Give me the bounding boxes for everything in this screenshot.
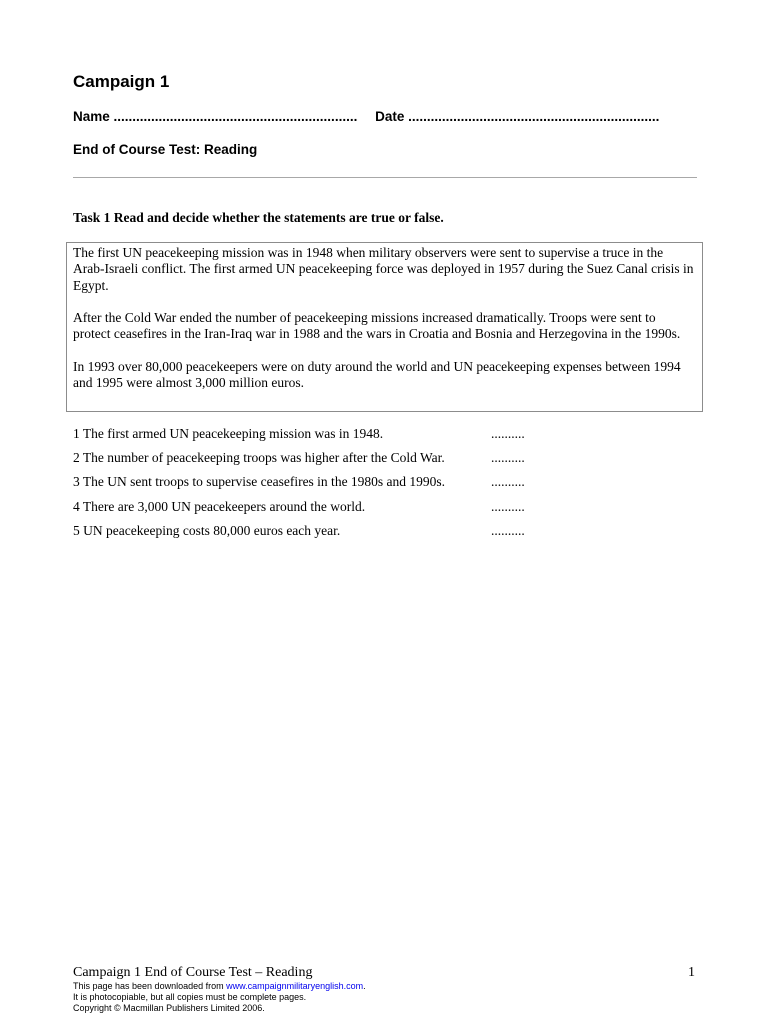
- footer-title: Campaign 1 End of Course Test – Reading: [73, 965, 313, 980]
- answer-blank: ..........: [491, 474, 525, 490]
- passage-paragraph: In 1993 over 80,000 peacekeepers were on duty around the world and UN peacekeeping expenses between 1994 and 1995 were almost 3,000 million euros.: [73, 359, 681, 391]
- statement-row: [73, 426, 543, 450]
- name-field-label: Name .................................................................: [73, 109, 358, 124]
- header-divider: [73, 177, 697, 178]
- document-title: Campaign 1: [73, 72, 170, 91]
- copyright-note: Copyright © Macmillan Publishers Limited 2006.: [73, 1003, 265, 1013]
- page-number: 1: [688, 965, 695, 980]
- photocopy-note: It is photocopiable, but all copies must be complete pages.: [73, 992, 307, 1002]
- statement-row: [73, 474, 543, 498]
- download-suffix: .: [363, 981, 366, 991]
- statement-row: [73, 523, 543, 547]
- test-title: End of Course Test: Reading: [73, 142, 258, 157]
- date-field-label: Date ...................................................................: [375, 109, 660, 124]
- statement-text: 5 UN peacekeeping costs 80,000 euros each year.: [73, 522, 341, 538]
- statement-row: [73, 499, 543, 523]
- download-note: [73, 981, 366, 992]
- statement-text: 4 There are 3,000 UN peacekeepers around the world.: [73, 498, 366, 514]
- answer-blank: ..........: [491, 426, 525, 441]
- website-link[interactable]: www.campaignmilitaryenglish.com: [226, 981, 364, 991]
- passage-paragraph: The first UN peacekeeping mission was in 1948 when military observers were sent to supervise a truce in the Arab-Israeli conflict. The first armed UN peacekeeping force was deployed in 1957 during the Suez Canal crisis in Egypt.: [73, 245, 694, 293]
- passage-paragraph: After the Cold War ended the number of peacekeeping missions increased dramatically. Troops were sent to protect ceasefires in the Iran-Iraq war in 1988 and the wars in Croatia and Bosnia and Herzegovina in the 1990s.: [73, 310, 681, 342]
- statement-row: [73, 450, 543, 474]
- statement-text: 3 The UN sent troops to supervise ceasefires in the 1980s and 1990s.: [73, 474, 446, 490]
- answer-blank: ..........: [491, 498, 525, 514]
- statement-list: [73, 426, 543, 547]
- name-date-line: [73, 109, 659, 124]
- download-prefix: This page has been downloaded from: [73, 981, 227, 991]
- statement-text: 2 The number of peacekeeping troops was higher after the Cold War.: [73, 450, 445, 466]
- reading-passage-box: [66, 242, 703, 412]
- task-heading: Task 1 Read and decide whether the statements are true or false.: [73, 210, 444, 225]
- statement-text: 1 The first armed UN peacekeeping mission was in 1948.: [73, 426, 384, 441]
- answer-blank: ..........: [491, 522, 525, 538]
- footer-notes: [73, 981, 366, 1014]
- answer-blank: ..........: [491, 450, 525, 466]
